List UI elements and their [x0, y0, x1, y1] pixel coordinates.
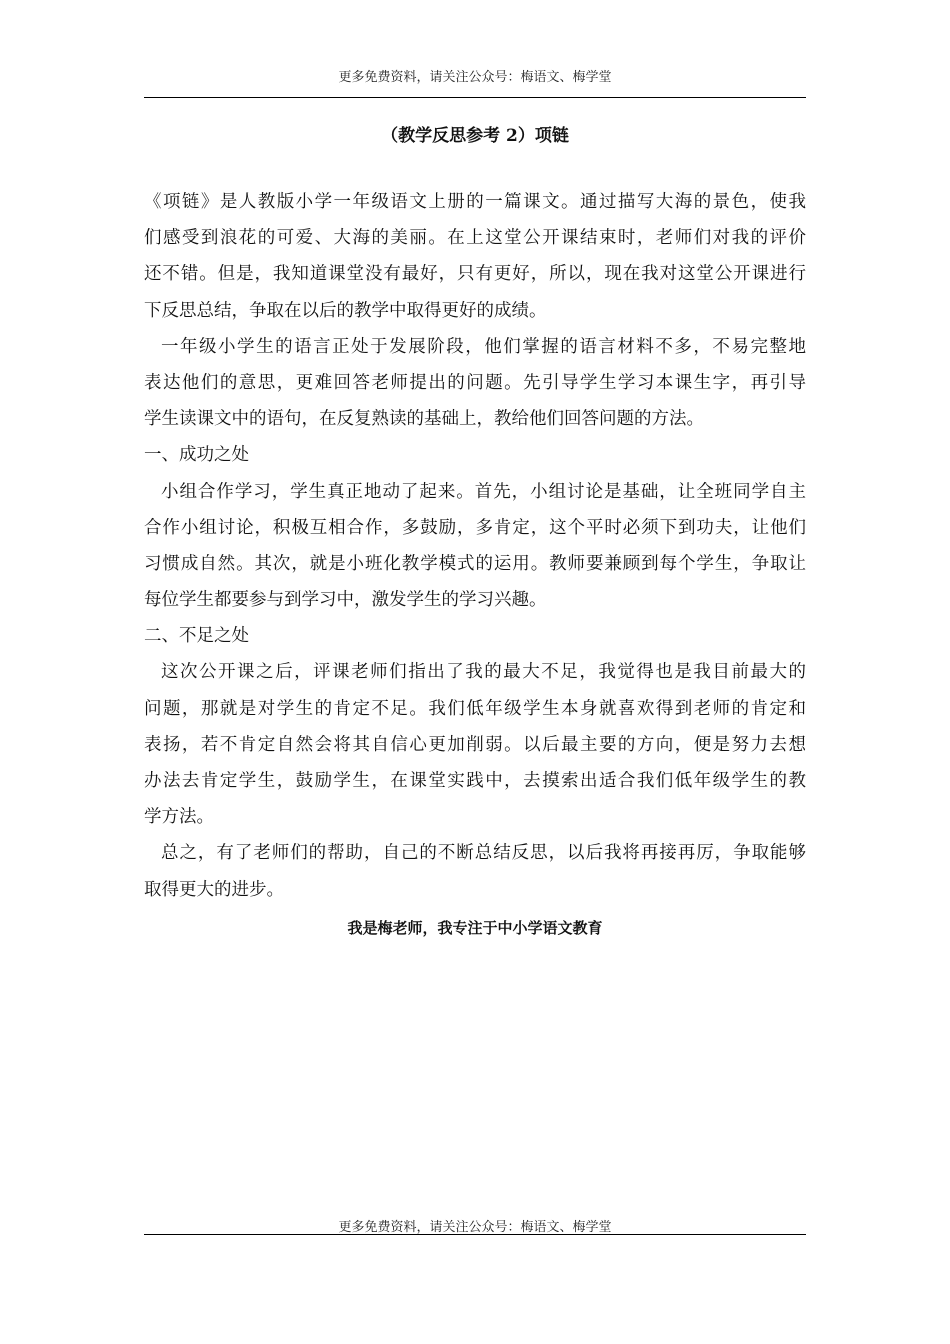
body-line: 习惯成自然。其次，就是小班化教学模式的运用。教师要兼顾到每个学生，争取让	[144, 553, 806, 574]
body-line: 下反思总结，争取在以后的教学中取得更好的成绩。	[144, 300, 547, 321]
body-line: 《项链》是人教版小学一年级语文上册的一篇课文。通过描写大海的景色，使我	[144, 192, 806, 212]
body-line: 这次公开课之后，评课老师们指出了我的最大不足，我觉得也是我目前最大的	[161, 662, 806, 683]
page-header: 更多免费资料，请关注公众号：梅语文、梅学堂	[338, 70, 612, 85]
body-line: 总之，有了老师们的帮助，自己的不断总结反思，以后我将再接再厉，争取能够	[161, 843, 806, 864]
body-line: 每位学生都要参与到学习中，激发学生的学习兴趣。	[144, 590, 547, 611]
section-heading-success: 一、成功之处	[144, 445, 249, 466]
document-title: （教学反思参考 2）项链	[381, 126, 569, 146]
body-line: 学方法。	[144, 807, 214, 828]
body-line: 小组合作学习，学生真正地动了起来。首先，小组讨论是基础，让全班同学自主	[161, 481, 806, 502]
body-line: 办法去肯定学生，鼓励学生，在课堂实践中，去摸索出适合我们低年级学生的教	[144, 771, 806, 791]
section-heading-shortcomings: 二、不足之处	[144, 626, 249, 647]
body-line: 问题，那就是对学生的肯定不足。我们低年级学生本身就喜欢得到老师的肯定和	[144, 698, 806, 719]
body-line: 们感受到浪花的可爱、大海的美丽。在上这堂公开课结束时，老师们对我的评价	[144, 228, 806, 249]
body-line: 表达他们的意思，更难回答老师提出的问题。先引导学生学习本课生字，再引导	[144, 372, 806, 393]
signature: 我是梅老师，我专注于中小学语文教育	[347, 919, 603, 937]
page-footer: 更多免费资料，请关注公众号：梅语文、梅学堂	[338, 1220, 612, 1235]
body-line: 还不错。但是，我知道课堂没有最好，只有更好，所以，现在我对这堂公开课进行	[144, 264, 806, 285]
document-body	[144, 184, 806, 908]
body-line: 表扬，若不肯定自然会将其自信心更加削弱。以后最主要的方向，便是努力去想	[144, 734, 806, 755]
body-line: 合作小组讨论，积极互相合作，多鼓励，多肯定，这个平时必须下到功夫，让他们	[144, 517, 806, 538]
body-line: 取得更大的进步。	[144, 879, 284, 900]
header-rule	[144, 97, 806, 98]
footer-rule	[144, 1234, 806, 1235]
body-line: 一年级小学生的语言正处于发展阶段，他们掌握的语言材料不多，不易完整地	[161, 336, 806, 357]
body-line: 学生读课文中的语句，在反复熟读的基础上，教给他们回答问题的方法。	[144, 409, 704, 430]
